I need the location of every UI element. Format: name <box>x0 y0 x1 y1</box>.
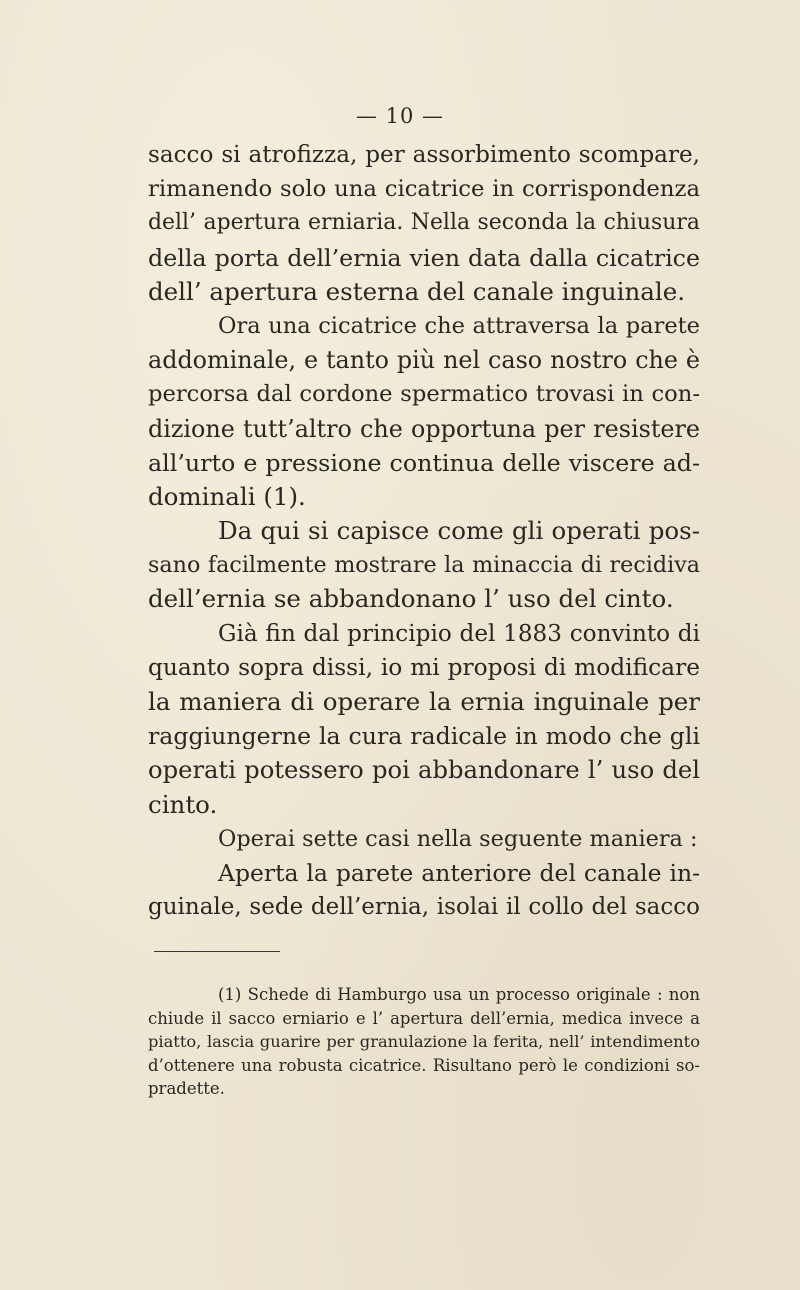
page-number: — 10 — <box>355 104 445 128</box>
body-line: guinale, sede dell’ernia, isolai il collo del sacco <box>148 894 700 921</box>
body-line: quanto sopra dissi, io mi proposi di modificare <box>148 653 700 681</box>
footnote-line: pradette. <box>148 1079 225 1098</box>
body-line: dell’ apertura erniaria. Nella seconda la chiusura <box>148 210 700 236</box>
body-line: sano facilmente mostrare la minaccia di recidiva <box>148 552 700 579</box>
body-line: dizione tutt’altro che opportuna per resistere <box>148 414 700 443</box>
footnote <box>148 983 700 1101</box>
body-line: della porta dell’ernia vien data dalla cicatrice <box>148 243 700 272</box>
body-text <box>148 138 700 924</box>
body-line: cinto. <box>148 789 218 819</box>
body-line: dominali (1). <box>148 481 306 511</box>
footnote-line: (1) Schede di Hamburgo usa un processo originale : non <box>218 985 700 1004</box>
footnote-line: piatto, lascia guarire per granulazione la ferita, nell’ intendimento <box>148 1032 700 1051</box>
footnote-divider <box>154 951 280 952</box>
body-line: Ora una cicatrice che attraversa la parete <box>218 312 700 339</box>
body-line: percorsa dal cordone spermatico trovasi in con- <box>148 381 700 408</box>
body-line: raggiungerne la cura radicale in modo che gli <box>148 722 700 751</box>
body-line: operati potessero poi abbandonare l’ uso del <box>148 755 700 785</box>
body-line: la maniera di operare la ernia inguinale per <box>148 687 700 716</box>
body-line: sacco si atrofizza, per assorbimento scompare, <box>148 142 700 168</box>
body-line: addominale, e tanto più nel caso nostro che è <box>148 346 700 375</box>
body-line: dell’ apertura esterna del canale inguinale. <box>148 276 686 306</box>
body-line: rimanendo solo una cicatrice in corrispondenza <box>148 176 700 203</box>
body-line: Da qui si capisce come gli operati pos- <box>218 516 700 546</box>
body-line: dell’ernia se abbandonano l’ uso del cinto. <box>148 584 674 614</box>
footnote-line: d’ottenere una robusta cicatrice. Risultano però le condizioni so- <box>148 1055 700 1075</box>
body-line: Già fin dal principio del 1883 convinto di <box>218 620 700 647</box>
body-line: Aperta la parete anteriore del canale in- <box>218 858 700 887</box>
body-line: all’urto e pressione continua delle viscere ad- <box>148 448 700 477</box>
body-line: Operai sette casi nella seguente maniera : <box>218 825 698 852</box>
footnote-line: chiude il sacco erniario e l’ apertura dell’ernia, medica invece a <box>148 1008 700 1028</box>
